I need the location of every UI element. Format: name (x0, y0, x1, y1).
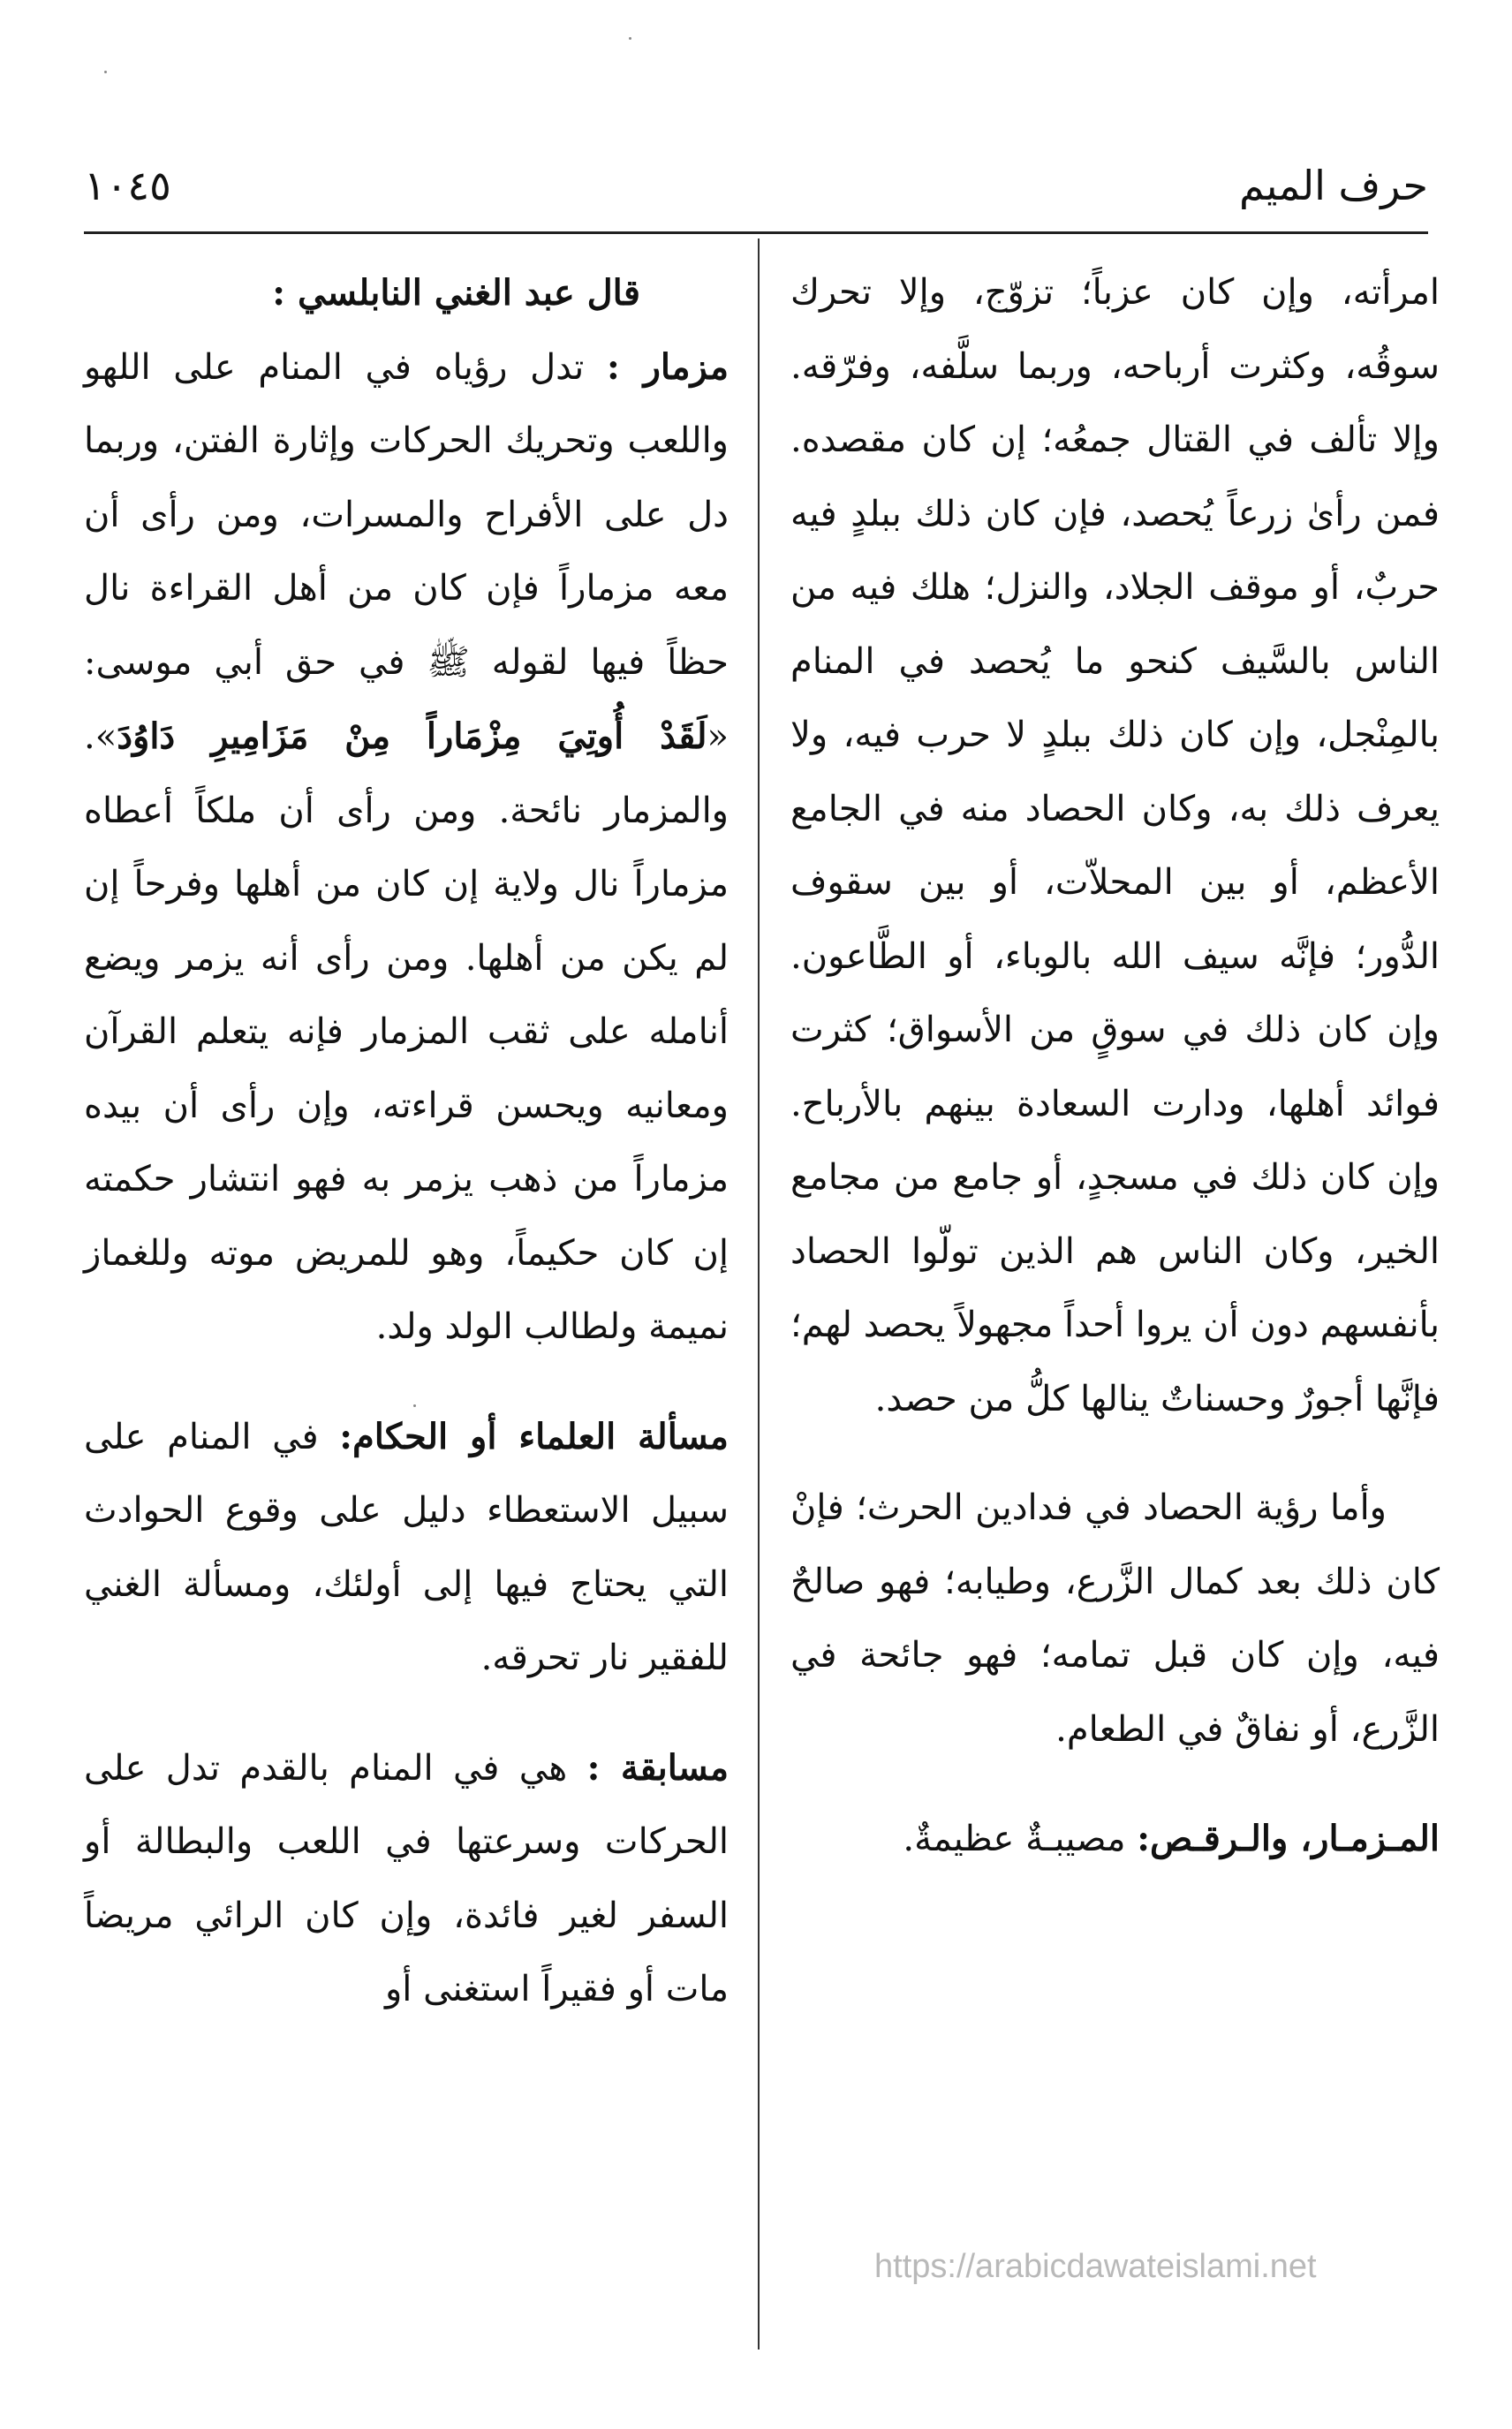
musabaqa-term: مسابقة : (586, 1746, 729, 1789)
masala-term: مسألة العلماء أو الحكام: (339, 1415, 729, 1457)
chapter-title: حرف الميم (1238, 162, 1428, 209)
musabaqa-text: هي في المنام بالقدم تدل على الحركات وسرعتها في اللعب والبطالة أو السفر لغير فائدة، وإن كان الرائي مريضاً مات أو فقيراً استغنى أو (84, 1747, 729, 2009)
watermark-url: https://arabicdawateislami.net (874, 2248, 1317, 2285)
masala-entry (84, 1400, 729, 1696)
column-divider (758, 238, 760, 2350)
right-paragraph-3 (790, 1802, 1440, 1877)
section-heading: قال عبد الغني النابلسي : (272, 272, 640, 314)
mizmar-raqs-term: المـزمـار، والـرقـص: (1137, 1818, 1440, 1859)
left-column (84, 256, 729, 2027)
masala-text: في المنام على سبيل الاستعطاء دليل على وقوع الحوادث التي يحتاج فيها إلى أولئك، ومسألة الغني للفقير نار تحرقه. (84, 1416, 729, 1678)
mizmar-term: مزمار : (606, 345, 729, 388)
mizmar-text-1: تدل رؤياه في المنام على اللهو واللعب وتحريك الحركات وإثارة الفتن، وربما دل على الأفراح والمسرات، ومن رأى أن معه مزماراً فإن كان من أهل القراءة نال حظاً فيها لقوله ﷺ في حق أبي موسى: « (84, 346, 729, 757)
musabaqa-entry (84, 1731, 729, 2027)
mizmar-raqs-text: مصيبـةٌ عظيمةٌ. (903, 1819, 1138, 1859)
scan-speck (104, 71, 107, 73)
mizmar-entry (84, 330, 729, 1365)
right-paragraph-1: امرأته، وإن كان عزباً؛ تزوّج، وإلا تحرك سوقُه، وكثرت أرباحه، وربما سلَّفه، وفرّقه. وإلا تألف في القتال جمعُه؛ إن كان مقصده. فمن رأىٰ زرعاً يُحصد، فإن كان ذلك ببلدٍ فيه حربٌ، أو موقف الجلاد، والنزل؛ هلك فيه من الناس بالسَّيف كنحو ما يُحصد في المنام بالمِنْجل، وإن كان ذلك ببلدٍ لا حرب فيه، ولا يعرف ذلك به، وكان الحصاد منه في الجامع الأعظم، أو بين المحلاّت، أو بين سقوف الدُّور؛ فإنَّه سيف الله بالوباء، أو الطَّاعون. وإن كان ذلك في سوقٍ من الأسواق؛ كثرت فوائد أهلها، ودارت السعادة بينهم بالأرباح. وإن كان ذلك في مسجدٍ، أو جامع من مجامع الخير، وكان الناس هم الذين تولّوا الحصاد بأنفسهم دون أن يروا أحداً مجهولاً يحصد لهم؛ فإنَّها أجورٌ وحسناتٌ ينالها كلُّ من حصد. (790, 272, 1440, 1419)
mizmar-text-2: ». والمزمار نائحة. ومن رأى أن ملكاً أعطاه مزماراً نال ولاية إن كان من أهلها وفرحاً إن لم يكن من أهلها. ومن رأى أنه يزمر ويضع أنامله على ثقب المزمار فإنه يتعلم القرآن ومعانيه ويحسن قراءته، وإن رأى أن بيده مزماراً من ذهب يزمر به فهو انتشار حكمته إن كان حكيماً، وهو للمريض موته وللغماز نميمة ولطالب الولد ولد. (84, 716, 729, 1347)
right-column (790, 256, 1440, 1877)
scan-speck (629, 37, 631, 40)
page-header (84, 150, 1428, 221)
right-paragraph-2: وأما رؤية الحصاد في فدادين الحرث؛ فإنْ كان ذلك بعد كمال الزَّرع، وطيابه؛ فهو صالحٌ فيه، وإن كان قبل تمامه؛ فهو جائحة في الزَّرع، أو نفاقٌ في الطعام. (790, 1487, 1440, 1750)
hadith-quote: لَقَدْ أُوتِيَ مِزْمَاراً مِنْ مَزَامِيرِ دَاوُدَ (117, 715, 707, 757)
page-number: ١٠٤٥ (84, 162, 171, 209)
header-rule (84, 231, 1428, 234)
